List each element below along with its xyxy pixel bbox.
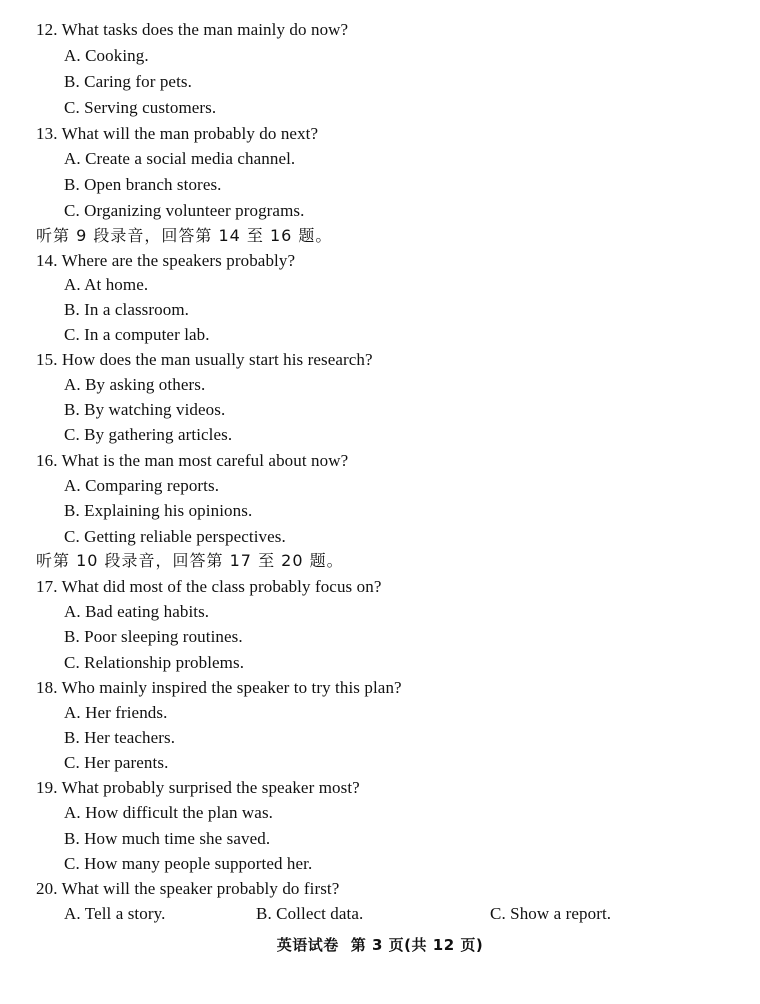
question-17-option-c: C. Relationship problems.	[64, 653, 245, 672]
footer-page-number: 第 3 页(共 12 页)	[350, 936, 484, 954]
question-16-stem: 16. What is the man most careful about now?	[36, 451, 349, 470]
question-13-option-c: C. Organizing volunteer programs.	[64, 201, 305, 220]
question-18-option-a: A. Her friends.	[64, 703, 168, 722]
section-10-instruction: 听第 10 段录音，回答第 17 至 20 题。	[36, 551, 344, 570]
question-14-stem: 14. Where are the speakers probably?	[36, 251, 296, 270]
question-16-option-c: C. Getting reliable perspectives.	[64, 527, 286, 546]
question-18-option-c: C. Her parents.	[64, 753, 169, 772]
question-12-option-a: A. Cooking.	[64, 46, 149, 65]
question-17-option-a: A. Bad eating habits.	[64, 602, 210, 621]
question-19-option-c: C. How many people supported her.	[64, 854, 313, 873]
page-footer	[0, 934, 760, 955]
question-17-stem: 17. What did most of the class probably focus on?	[36, 577, 382, 596]
question-18-option-b: B. Her teachers.	[64, 728, 176, 747]
question-14-option-b: B. In a classroom.	[64, 300, 190, 319]
question-15-option-c: C. By gathering articles.	[64, 425, 233, 444]
question-15-stem: 15. How does the man usually start his research?	[36, 350, 373, 369]
question-19-option-b: B. How much time she saved.	[64, 829, 271, 848]
question-14-option-a: A. At home.	[64, 275, 149, 294]
footer-subject: 英语试卷	[276, 936, 339, 954]
question-15-option-b: B. By watching videos.	[64, 400, 226, 419]
question-12-option-c: C. Serving customers.	[64, 98, 217, 117]
question-17-option-b: B. Poor sleeping routines.	[64, 627, 243, 646]
question-12-option-b: B. Caring for pets.	[64, 72, 192, 91]
question-20-option-c: C. Show a report.	[490, 904, 612, 923]
question-13-option-b: B. Open branch stores.	[64, 175, 222, 194]
question-19-option-a: A. How difficult the plan was.	[64, 803, 274, 822]
section-9-instruction: 听第 9 段录音，回答第 14 至 16 题。	[36, 226, 333, 245]
question-13-option-a: A. Create a social media channel.	[64, 149, 296, 168]
question-16-option-a: A. Comparing reports.	[64, 476, 220, 495]
question-18-stem: 18. Who mainly inspired the speaker to try this plan?	[36, 678, 402, 697]
question-20-stem: 20. What will the speaker probably do first?	[36, 879, 340, 898]
question-20-option-a: A. Tell a story.	[64, 904, 166, 923]
question-19-stem: 19. What probably surprised the speaker most?	[36, 778, 360, 797]
question-15-option-a: A. By asking others.	[64, 375, 206, 394]
question-14-option-c: C. In a computer lab.	[64, 325, 210, 344]
question-20-option-b: B. Collect data.	[256, 904, 364, 923]
question-16-option-b: B. Explaining his opinions.	[64, 501, 253, 520]
question-13-stem: 13. What will the man probably do next?	[36, 124, 319, 143]
question-12-stem: 12. What tasks does the man mainly do now?	[36, 20, 349, 39]
